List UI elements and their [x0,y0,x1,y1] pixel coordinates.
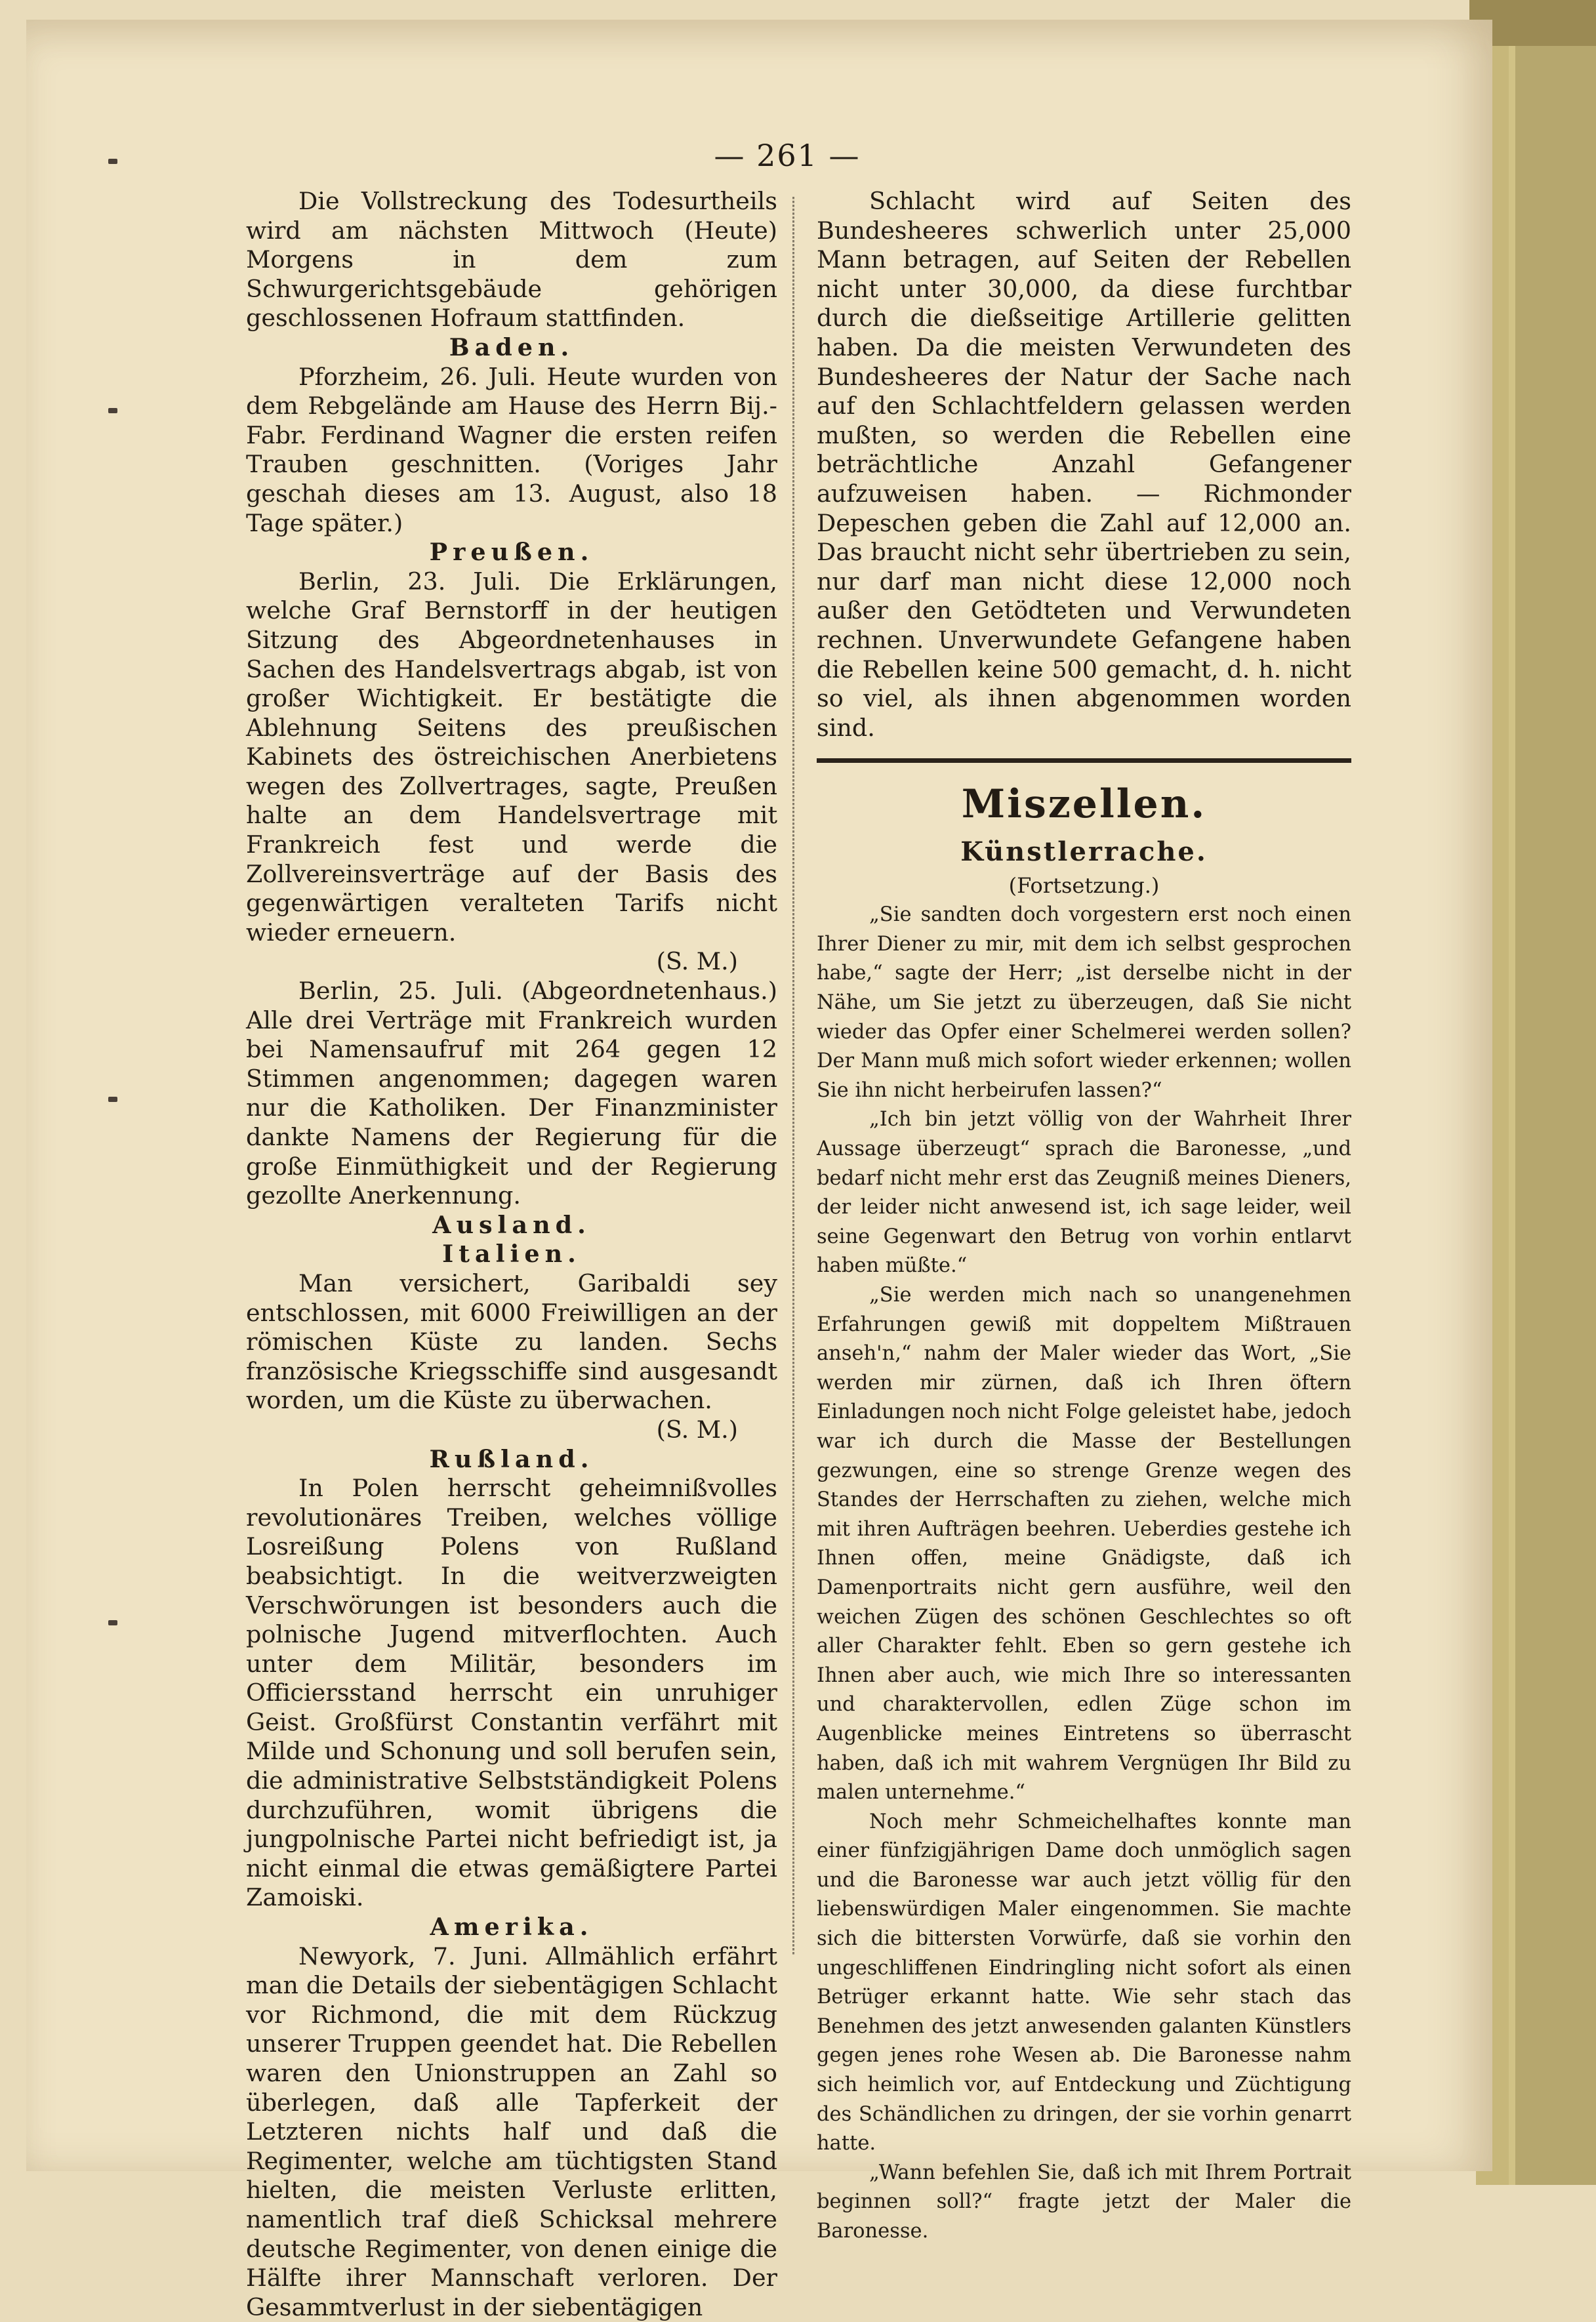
article-paragraph: In Polen herrscht geheimnißvolles revolutionäres Treiben, welches völlige Losreißung Polens von Rußland beabsichtigt. In die weitverzweigten Verschwörungen ist besonders auch die polnische Jugend mitverflochten. Auch unter dem Militär, besonders im Officiersstand herrscht ein unruhiger Geist. Großfürst Constantin verfährt mit Milde und Schonung und soll berufen sein, die administrative Selbstständigkeit Polens durchzuführen, womit übrigens die jungpolnische Partei nicht befriedigt ist, ja nicht einmal die etwas gemäßigtere Partei Zamoiski. [246,1474,777,1912]
section-heading: Preußen. [429,538,594,567]
article-paragraph: Berlin, 23. Juli. Die Erklärungen, welche Graf Bernstorff in der heutigen Sitzung des Abgeordnetenhauses in Sachen des Handelsvertrags abgab, ist von großer Wichtigkeit. Er bestätigte die Ablehnung Seitens des preußischen Kabinets des östreichischen Anerbietens wegen des Zollvertrages, sagte, Preußen halte an dem Handelsvertrage mit Frankreich fest und werde die Zollvereinsverträge auf der Basis des gegenwärtigen veralteten Tarifs nicht wieder erneuern. [246,567,777,947]
section-heading: Rußland. [429,1444,594,1473]
page-number: — 261 — [714,138,861,173]
column-divider [792,197,794,1955]
article-paragraph: Newyork, 7. Juni. Allmählich erfährt man die Details der siebentägigen Schlacht vor Richmond, die mit dem Rückzug unserer Truppen geendet hat. Die Rebellen waren den Unionstruppen an Zahl so überlegen, daß alle Tapferkeit der Letzteren nichts half und daß die Regimenter, welche am tüchtigsten Stand hielten, die meisten Verluste erlitten, namentlich traf dieß Schicksal mehrere deutsche Regimenter, von denen einige die Hälfte ihrer Mannschaft verloren. Der Gesammtverlust in der siebentägigen [246,1942,777,2321]
story-paragraph: „Wann befehlen Sie, daß ich mit Ihrem Portrait beginnen soll?“ fragte jetzt der Maler die Baronesse. [817,2161,1351,2243]
story-paragraph: „Sie sandten doch vorgestern erst noch einen Ihrer Diener zu mir, mit dem ich selbst gesprochen habe,“ sagte der Herr; „ist derselbe nicht in der Nähe, um Sie jetzt zu überzeugen, daß Sie nicht wieder das Opfer einer Schelmerei werden sollen? Der Mann muß mich sofort wieder erkennen; wollen Sie ihn nicht herbeirufen lassen?“ [817,903,1351,1102]
margin-mark [108,159,117,164]
right-column [817,187,1351,2247]
story-paragraph: „Ich bin jetzt völlig von der Wahrheit Ihrer Aussage überzeugt“ sprach die Baronesse, „und bedarf nicht mehr erst das Zeugniß meines Dieners, der leider nicht anwesend ist, ich sage leider, weil seine Gegenwart den Betrug von vorhin entlarvt haben müßte.“ [817,1108,1351,1278]
article-paragraph: Man versichert, Garibaldi sey entschlossen, mit 6000 Freiwilligen an der römischen Küste zu landen. Sechs französische Kriegsschiffe sind ausgesandt worden, um die Küste zu überwachen. [246,1269,777,1415]
story-paragraph: Noch mehr Schmeichelhaftes konnte man einer fünfzigjährigen Dame doch unmöglich sagen und die Baronesse war auch jetzt völlig für den liebenswürdigen Maler eingenommen. Sie machte sich die bittersten Vorwürfe, daß sie vorhin den ungeschliffenen Eindringling nicht sofort als einen Betrüger erkannt hatte. Wie sehr stach das Benehmen des jetzt anwesenden galanten Künstlers gegen jenes rohe Wesen ab. Die Baronesse nahm sich heimlich vor, auf Entdeckung und Züchtigung des Schändlichen zu dringen, der sie vorhin genarrt hatte. [817,1810,1351,2155]
section-rule [817,758,1351,763]
article-paragraph: Schlacht wird auf Seiten des Bundesheeres schwerlich unter 25,000 Mann betragen, auf Seiten der Rebellen nicht unter 30,000, da diese furchtbar durch die dießseitige Artillerie gelitten haben. Da die meisten Verwundeten des Bundesheeres der Natur der Sache nach auf den Schlachtfeldern gelassen werden mußten, so werden die Rebellen eine beträchtliche Anzahl Gefangener aufzuweisen haben. — Richmonder Depeschen geben die Zahl auf 12,000 an. Das braucht nicht sehr übertrieben zu sein, nur darf man nicht diese 12,000 noch außer den Getödteten und Verwundeten rechnen. Unverwundete Gefangene haben die Rebellen keine 500 gemacht, d. h. nicht so viel, als ihnen abgenommen worden sind. [817,187,1351,742]
source-note: (S. M.) [656,1415,738,1444]
story-paragraph: „Sie werden mich nach so unangenehmen Erfahrungen gewiß mit doppeltem Mißtrauen anseh'n,“ nahm der Maler wieder das Wort, „Sie werden mir zürnen, daß ich Ihren öftern Einladungen noch nicht Folge geleistet habe, jedoch war ich durch die Masse der Bestellungen gezwungen, eine so strenge Grenze wegen des Standes der Herrschaften zu ziehen, welche mich mit ihren Aufträgen beehren. Ueberdies gestehe ich Ihnen offen, meine Gnädigste, daß ich Damenportraits nicht gern ausführe, weil den weichen Zügen des schönen Geschlechtes so oft aller Charakter fehlt. Eben so gern gestehe ich Ihnen aber auch, wie mich Ihre so interessanten und charaktervollen, edlen Züge schon im Augenblicke meines Eintretens so überrascht haben, daß ich mit wahrem Vergnügen Ihr Bild zu malen unternehme.“ [817,1284,1351,1804]
article-paragraph: Berlin, 25. Juli. (Abgeordnetenhaus.) Alle drei Verträge mit Frankreich wurden bei Namensaufruf mit 264 gegen 12 Stimmen angenommen; dagegen waren nur die Katholiken. Der Finanzminister dankte Namens der Regierung für die große Einmüthigkeit und der Regierung gezollte Anerkennung. [246,977,777,1210]
section-heading: Amerika. [430,1913,594,1942]
section-heading: Italien. [442,1240,581,1269]
left-column [246,187,777,2322]
section-heading: Baden. [449,333,575,361]
section-heading: Ausland. [432,1210,591,1239]
article-paragraph: Pforzheim, 26. Juli. Heute wurden von dem Rebgelände am Hause des Herrn Bij.-Fabr. Ferdinand Wagner die ersten reifen Trauben geschnitten. (Voriges Jahr geschah dieses am 13. August, also 18 Tage später.) [246,362,777,537]
margin-mark [108,408,117,413]
miszellen-heading: Miszellen. [961,781,1207,828]
margin-mark [108,1097,117,1102]
source-note: (S. M.) [656,947,738,976]
continuation-note: (Fortsetzung.) [1008,873,1160,899]
story-title: Künstlerrache. [960,836,1208,868]
margin-mark [108,1620,117,1625]
article-paragraph: Die Vollstreckung des Todesurtheils wird am nächsten Mittwoch (Heute) Morgens in dem zum Schwurgerichtsgebäude gehörigen geschlossenen Hofraum stattfinden. [246,187,777,333]
